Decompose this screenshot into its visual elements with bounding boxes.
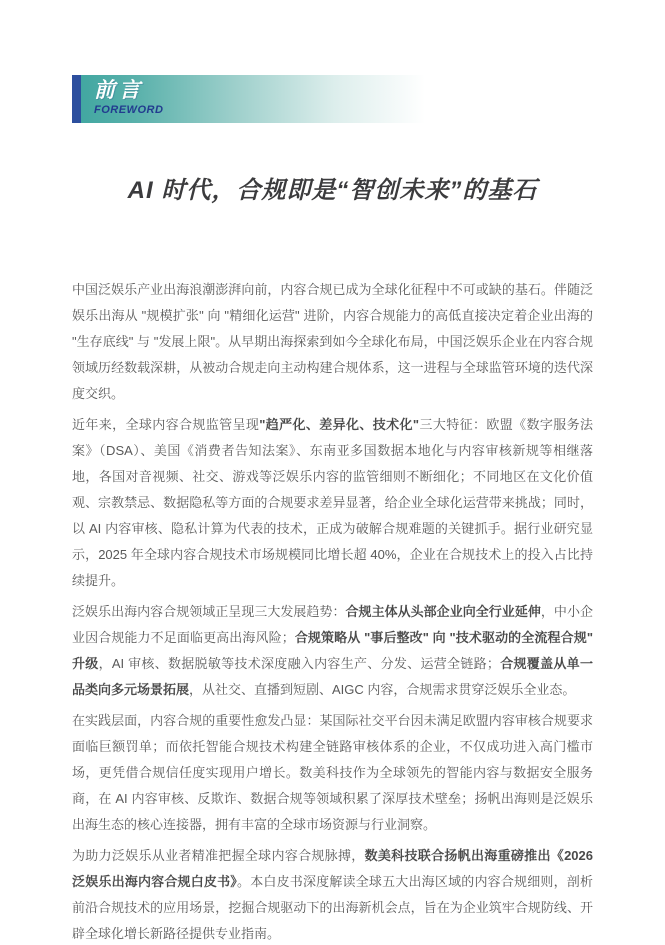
body-text-segment: ，从社交、直播到短剧、AIGC 内容，合规需求贯穿泛娱乐全业态。 (189, 682, 576, 697)
paragraph-1 (72, 277, 593, 407)
page-title: AI 时代，合规即是“智创未来”的基石 (127, 177, 538, 204)
badge-accent-bar (72, 75, 81, 123)
paragraph-3 (72, 599, 593, 703)
emphasis-text: 数美科技联合扬帆出海重磅推出《2026 泛娱乐出海内容合规白皮书》 (72, 848, 593, 889)
body-text-segment: 泛娱乐出海内容合规领域正呈现三大发展趋势： (72, 604, 346, 619)
body-text-segment: 在实践层面，内容合规的重要性愈发凸显：某国际社交平台因未满足欧盟内容审核合规要求面临巨额罚单；而依托智能合规技术构建全链路审核体系的企业，不仅成功进入高门槛市场，更凭借合规信任度实现用户增长。数美科技作为全球领先的智能内容与数据安全服务商，在 AI 内容审核、反欺诈、数据合规等领域积累了深厚技术壁垒；扬帆出海则是泛娱乐出海生态的核心连接器，拥有丰富的全球市场资源与行业洞察。 (72, 713, 593, 832)
body-text-segment: 近年来，全球内容合规监管呈现 (72, 417, 260, 432)
body-text-segment: 。本白皮书深度解读全球五大出海区域的内容合规细则，剖析前沿合规技术的应用场景，挖掘合规驱动下的出海新机会点，旨在为企业筑牢合规防线、开辟全球化增长新路径提供专业指南。 (72, 874, 593, 941)
emphasis-text: 合规主体从头部企业向全行业延伸 (345, 604, 541, 619)
foreword-badge (72, 75, 472, 123)
body-text-segment: ，中小企业因合规能力不足面临更高出海风险； (72, 604, 593, 645)
emphasis-text: 合规策略从 "事后整改" 向 "技术驱动的全流程合规" 升级 (72, 630, 593, 671)
body-text-segment: 中国泛娱乐产业出海浪潮澎湃向前，内容合规已成为全球化征程中不可或缺的基石。伴随泛娱乐出海从 "规模扩张" 向 "精细化运营" 进阶，内容合规能力的高低直接决定着企业出海的 "生存底线" 与 "发展上限"。从早期出海探索到如今全球化布局，中国泛娱乐企业在内容合规领域历经数载深耕，从被动合规走向主动构建合规体系，这一进程与全球监管环境的迭代深度交织。 (72, 282, 593, 401)
body-text-segment: ，AI 审核、数据脱敏等技术深度融入内容生产、分发、运营全链路； (98, 656, 500, 671)
foreword-heading-en: FOREWORD (94, 104, 164, 117)
emphasis-text: 合规覆盖从单一品类向多元场景拓展 (72, 656, 593, 697)
paragraph-5 (72, 843, 593, 945)
foreword-heading-cn: 前言 (94, 79, 144, 102)
paragraph-4 (72, 708, 593, 838)
body-text-segment: 为助力泛娱乐从业者精准把握全球内容合规脉搏， (72, 848, 365, 863)
emphasis-text: "趋严化、差异化、技术化" (259, 417, 420, 432)
badge-gradient-panel (81, 75, 472, 123)
paragraph-2 (72, 412, 593, 594)
foreword-body (72, 277, 593, 945)
body-text-segment: 三大特征：欧盟《数字服务法案》（DSA）、美国《消费者告知法案》、东南亚多国数据本地化与内容审核新规等相继落地，各国对音视频、社交、游戏等泛娱乐内容的监管细则不断细化；不同地区在文化价值观、宗教禁忌、数据隐私等方面的合规要求差异显著，给企业全球化运营带来挑战；同时，以 AI 内容审核、隐私计算为代表的技术，正成为破解合规难题的关键抓手。据行业研究显示，2025 年全球内容合规技术市场规模同比增长超 40%，企业在合规技术上的投入占比持续提升。 (72, 417, 593, 588)
